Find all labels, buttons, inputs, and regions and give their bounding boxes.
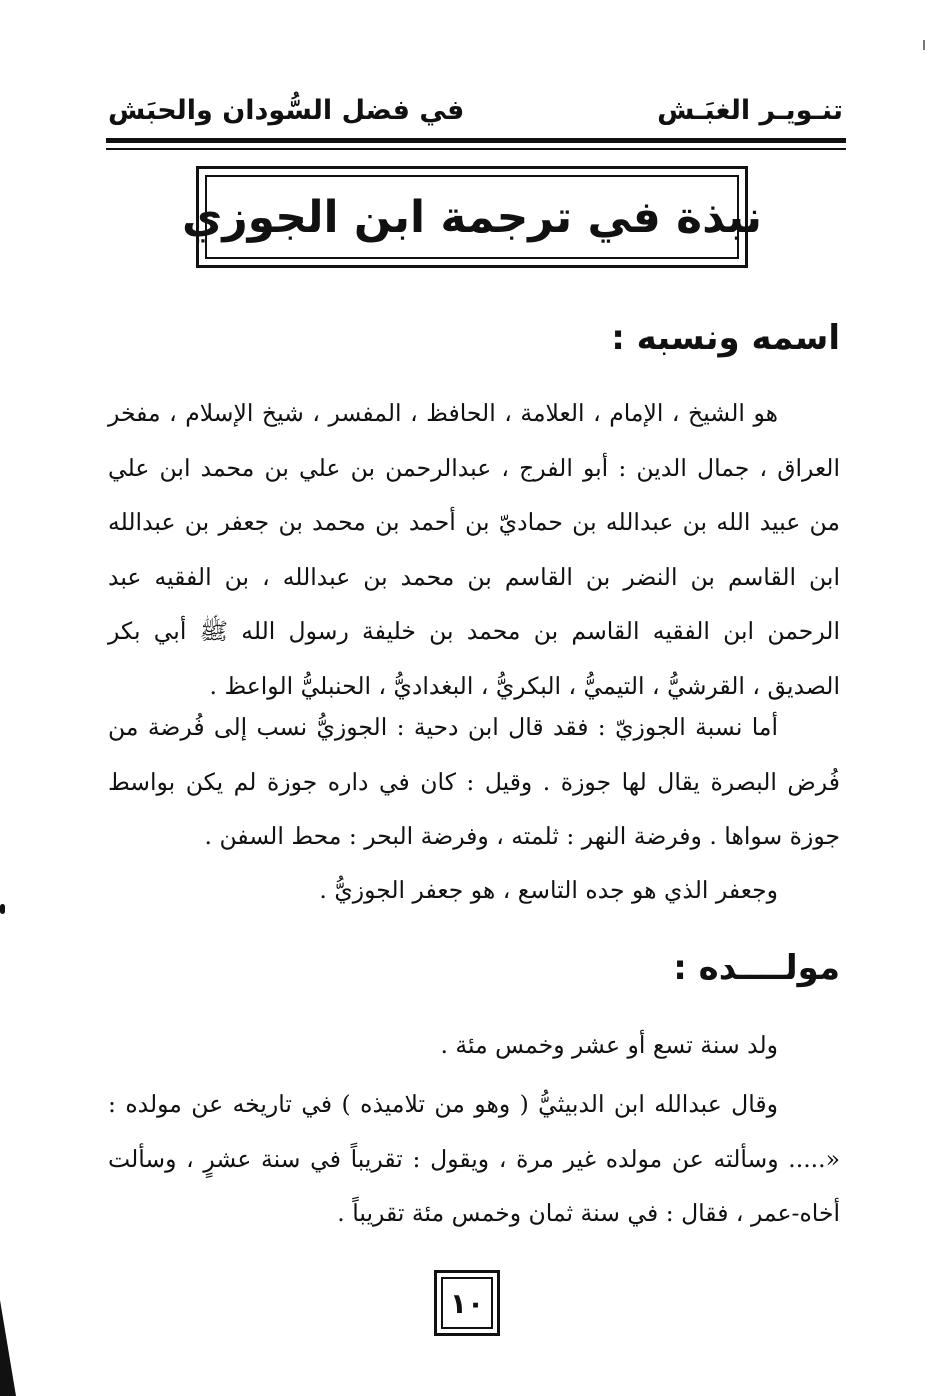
book-subtitle: في فضل السُّودان والحبَش xyxy=(108,94,465,126)
paragraph-text: وقال عبدالله ابن الدبيثيُّ ( وهو من تلاميذه ) في تاريخه عن مولده : «..... وسألته عن مولده غير مرة ، ويقول : تقريباً في سنة عشرٍ ، وسألت أخاه-عمر ، فقال : في سنة ثمان وخمس مئة تقريباً . xyxy=(108,1090,840,1227)
scan-edge-shadow xyxy=(0,1300,16,1396)
chapter-title-inner-frame xyxy=(182,175,763,259)
paragraph-dubaythi-quote xyxy=(108,1077,840,1241)
running-header xyxy=(108,88,843,132)
paragraph-text: وجعفر الذي هو جده التاسع ، هو جعفر الجوزيُّ . xyxy=(319,876,778,904)
scan-edge-mark xyxy=(0,904,5,914)
chapter-title-frame xyxy=(182,166,763,268)
scan-speck xyxy=(923,40,925,50)
header-rule-thin xyxy=(106,148,846,150)
header-rule-thick xyxy=(106,138,846,143)
paragraph-text: ولد سنة تسع أو عشر وخمس مئة . xyxy=(440,1031,778,1059)
paragraph-name-lineage xyxy=(108,386,840,713)
section-heading-birth: مولــــده : xyxy=(673,948,840,988)
paragraph-text: أما نسبة الجوزيّ : فقد قال ابن دحية : الجوزيُّ نسب إلى فُرضة من فُرض البصرة يقال لها جوزة . وقيل : كان في داره جوزة لم يكن بواسط جوزة سواها . وفرضة النهر : ثلمته ، وفرضة البحر : محط السفن . xyxy=(108,713,840,850)
page-number-frame xyxy=(434,1270,500,1336)
paragraph-jafar xyxy=(108,863,840,918)
page-number: ١٠ xyxy=(441,1277,493,1329)
paragraph-text: هو الشيخ ، الإمام ، العلامة ، الحافظ ، المفسر ، شيخ الإسلام ، مفخر العراق ، جمال الدين : أبو الفرج ، عبدالرحمن بن علي بن محمد ابن علي من عبيد الله بن عبدالله بن حماديّ بن أحمد بن محمد بن جعفر بن عبدالله ابن القاسم بن النضر بن القاسم بن محمد بن عبدالله ، بن الفقيه عبد الرحمن ابن الفقيه القاسم بن محمد بن خليفة رسول الله ﷺ أبي بكر الصديق ، القرشيُّ ، التيميُّ ، البكريُّ ، البغداديُّ ، الحنبليُّ الواعظ . xyxy=(108,399,840,700)
book-title: تنـويـر الغبَـش xyxy=(657,94,843,126)
paragraph-birth-year xyxy=(108,1018,840,1073)
chapter-title: نبذة في ترجمة ابن الجوزي xyxy=(182,191,763,243)
section-heading-name-lineage: اسمه ونسبه : xyxy=(611,318,840,358)
paragraph-jawzi-origin xyxy=(108,700,840,864)
